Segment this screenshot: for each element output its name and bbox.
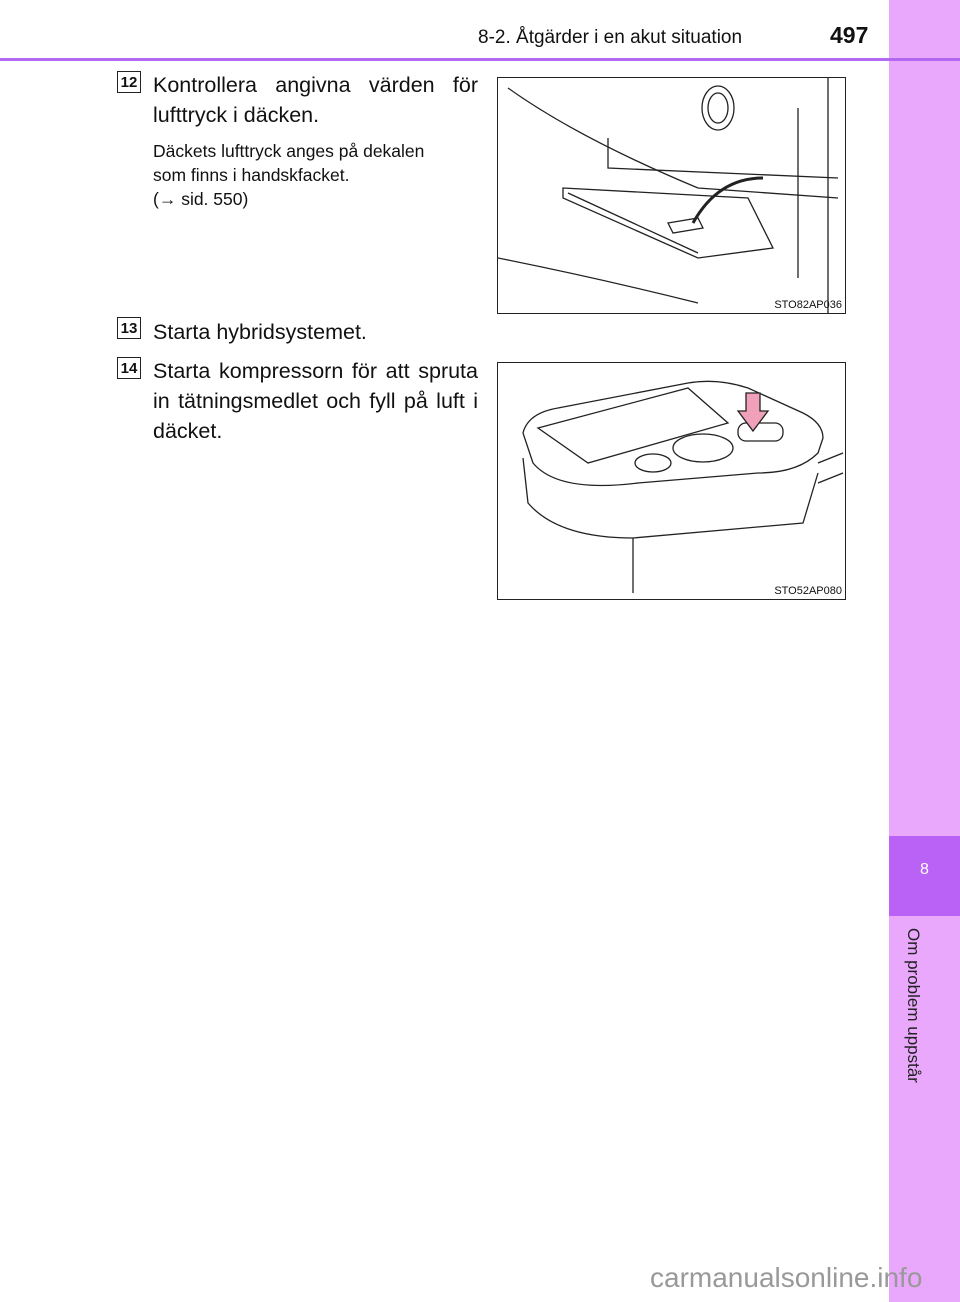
page-reference-link[interactable]: (→ sid. 550) [153, 189, 249, 209]
header-divider [0, 58, 960, 61]
figure-code: STO52AP080 [774, 585, 842, 597]
chapter-title: Om problem uppstår [904, 928, 923, 1083]
step-13-text: Starta hybridsystemet. [153, 320, 367, 344]
step-number-13: 13 [117, 317, 141, 339]
compressor-illustration [497, 362, 846, 600]
watermark: carmanualsonline.info [650, 1262, 923, 1293]
page-number: 497 [830, 22, 869, 48]
step-number-14: 14 [117, 357, 141, 379]
figure-code: STO82AP036 [774, 299, 842, 311]
step-number-12: 12 [117, 71, 141, 93]
note-line: som finns i handskfacket. [153, 165, 350, 185]
step-12-text: Kontrollera angivna värden för lufttryck i däcken. [153, 73, 478, 127]
step-12-note [153, 139, 478, 211]
chapter-tab[interactable]: 8 [889, 836, 960, 916]
note-line: Däckets lufttryck anges på dekalen [153, 141, 425, 161]
section-title: 8-2. Åtgärder i en akut situation [478, 27, 743, 48]
step-14-text: Starta kompressorn för att spruta in tätningsmedlet och fyll på luft i däcket. [153, 359, 478, 443]
glovebox-illustration [497, 77, 846, 314]
